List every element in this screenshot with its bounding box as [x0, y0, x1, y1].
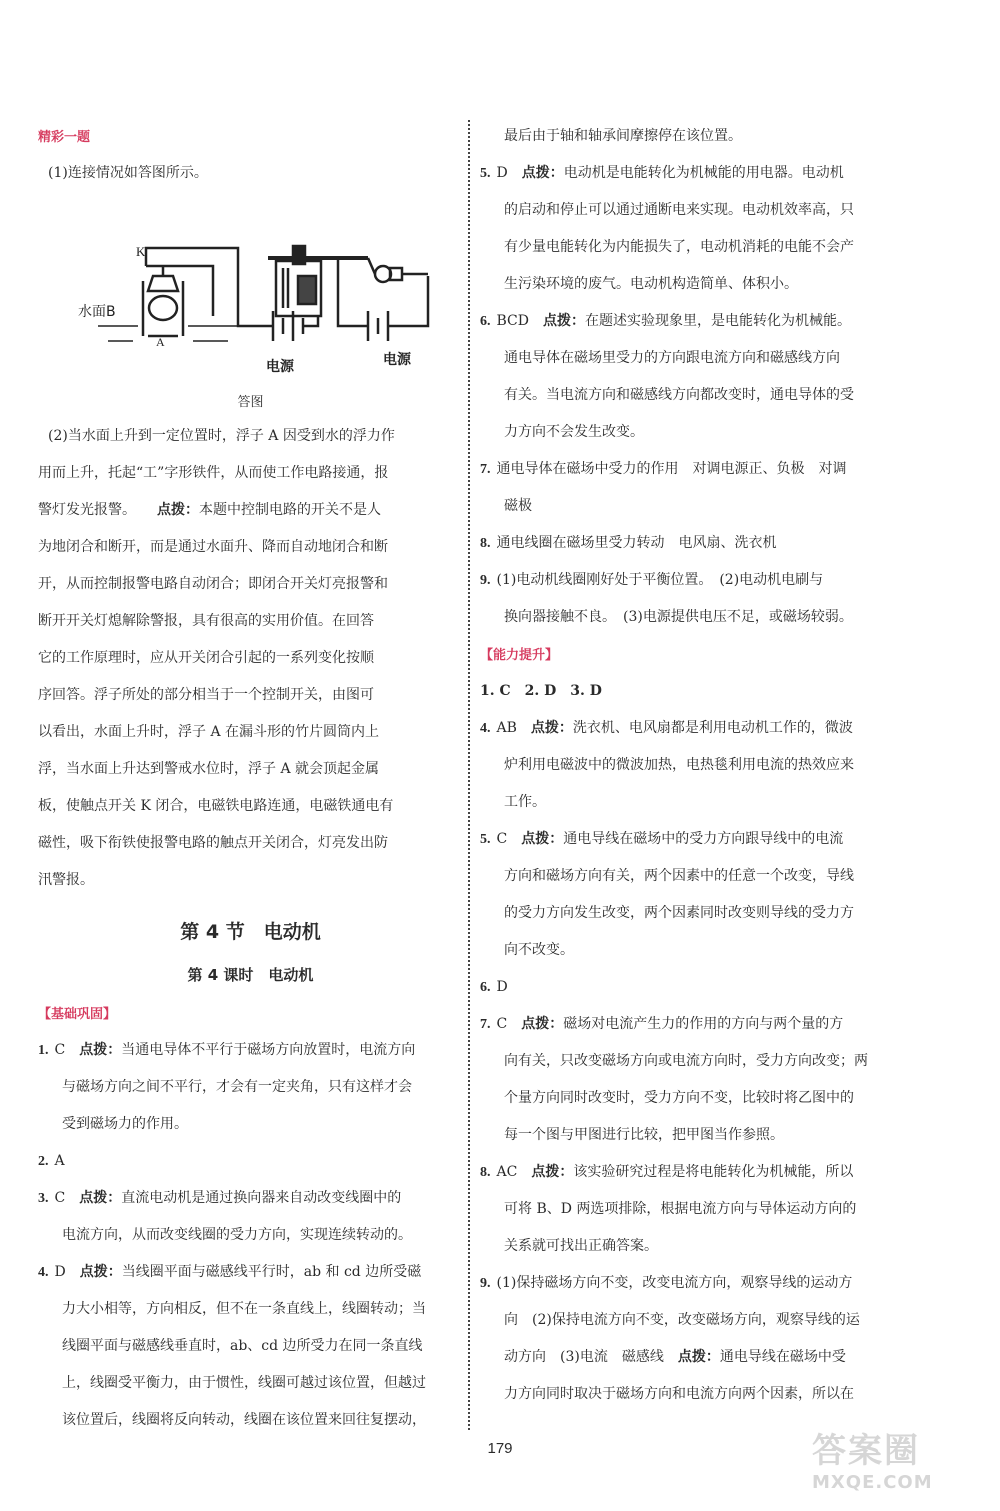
- item-answer: C: [496, 1016, 508, 1032]
- item-answer: C: [496, 831, 508, 847]
- item-text: 生污染环境的废气。电动机构造简单、体积小。: [504, 276, 798, 292]
- p2-line: 为地闭合和断开，而是通过水面升、降而自动地闭合和断: [38, 539, 388, 555]
- answer-item: [480, 155, 910, 303]
- label-power-1: 电源: [266, 359, 294, 375]
- item-text: (1)保持磁场方向不变，改变电流方向，观察导线的运动方: [496, 1275, 853, 1291]
- item-text: 可将 B、D 两选项排除，根据电流方向与导体运动方向的: [504, 1201, 857, 1217]
- section-tag-highlight: 精彩一题: [38, 130, 91, 145]
- item-text: 通电导体在磁场中受力的作用 对调电源正、负极 对调: [496, 461, 847, 477]
- section-tag-basic: 【基础巩固】: [38, 1007, 117, 1022]
- answer-item: [480, 562, 910, 636]
- item-number: 6.: [480, 314, 491, 329]
- item-text: 磁场对电流产生力的作用的方向与两个量的方: [563, 1016, 844, 1032]
- item-text: (1)电动机线圈刚好处于平衡位置。 (2)电动机电刷与: [496, 572, 824, 588]
- item-text: 有关。当电流方向和磁感线方向都改变时，通电导体的受: [504, 387, 854, 403]
- p2-line: 断开开关灯熄解除警报，具有很高的实用价值。在回答: [38, 613, 374, 629]
- watermark-logo: [812, 1423, 982, 1503]
- tip-label: 点拨：: [677, 1349, 720, 1365]
- item-number: 5.: [480, 166, 491, 181]
- item-text: 的受力方向发生改变，两个因素同时改变则导线的受力方: [504, 905, 854, 921]
- p2-line: 磁性，吸下衔铁使报警电路的触点开关闭合，灯亮发出防: [38, 835, 388, 851]
- item-answer: C: [54, 1190, 66, 1206]
- item-text: 线圈平面与磁感线垂直时，ab、cd 边所受力在同一条直线: [62, 1338, 423, 1354]
- answer-item: [480, 525, 910, 562]
- label-k: K: [136, 244, 146, 259]
- item-text: 有少量电能转化为内能损失了，电动机消耗的电能不会产: [504, 239, 854, 255]
- page-number: 179: [487, 1440, 513, 1457]
- p2-line: 以看出，水面上升时，浮子 A 在漏斗形的竹片圆筒内上: [38, 724, 380, 740]
- figure-caption: 答图: [237, 395, 264, 410]
- tip-label: 点拨：: [521, 165, 564, 181]
- item-text: 当线圈平面与磁感线平行时，ab 和 cd 边所受磁: [121, 1264, 422, 1280]
- item-number: 5.: [480, 832, 491, 847]
- circuit-diagram-svg: [38, 196, 463, 391]
- answer-item: [480, 1006, 910, 1154]
- item-text: 力方向不会发生改变。: [504, 424, 644, 440]
- item-answer: D: [54, 1264, 66, 1280]
- item-number: 1.: [38, 1043, 49, 1058]
- item-text: 换向器接触不良。 (3)电源提供电压不足，或磁场较弱。: [504, 609, 853, 625]
- item-number: 6.: [480, 980, 491, 995]
- tip-text: 本题中控制电路的开关不是人: [199, 502, 381, 518]
- p2-line: 用而上升，托起“工”字形铁件，从而使工作电路接通，报: [38, 465, 389, 481]
- item-text: 力大小相等，方向相反，但不在一条直线上，线圈转动；当: [62, 1301, 426, 1317]
- item-answer: C: [54, 1042, 66, 1058]
- item-number: 2.: [38, 1154, 49, 1169]
- item-text: 当通电导体不平行于磁场方向放置时，电流方向: [121, 1042, 416, 1058]
- tip-label: 点拨：: [542, 313, 585, 329]
- item-number: 4.: [480, 721, 491, 736]
- item-text: 向有关，只改变磁场方向或电流方向时，受力方向改变；两: [504, 1053, 868, 1069]
- item-text: 该位置后，线圈将反向转动，线圈在该位置来回往复摆动，: [62, 1412, 426, 1428]
- item-text: 洗衣机、电风扇都是利用电动机工作的，微波: [572, 720, 853, 736]
- answer-item: [480, 821, 910, 969]
- item-text: 1. C 2. D 3. D: [480, 683, 602, 699]
- item-text: 该实验研究过程是将电能转化为机械能，所以: [573, 1164, 854, 1180]
- answer-item: [480, 1265, 910, 1413]
- label-power-2: 电源: [383, 352, 411, 368]
- item-text: 关系就可找出正确答案。: [504, 1238, 658, 1254]
- item-text: 的启动和停止可以通过通断电来实现。电动机效率高，只: [504, 202, 854, 218]
- tip-label: 点拨：: [79, 1264, 122, 1280]
- label-water-b: 水面B: [78, 304, 116, 320]
- tip-label: 点拨：: [79, 1042, 122, 1058]
- p2-line: 汛警报。: [38, 872, 94, 888]
- item-number: 8.: [480, 536, 491, 551]
- p2-line: 警灯发光报警。: [38, 502, 129, 518]
- lesson-title: 第 4 课时 电动机: [187, 966, 314, 984]
- answer-item: [480, 1154, 910, 1265]
- right-column: [480, 118, 910, 1413]
- item-answer: AC: [496, 1164, 518, 1180]
- answer-item: [38, 1180, 463, 1254]
- p2-line: 板，使触点开关 K 闭合，电磁铁电路连通，电磁铁通电有: [38, 798, 394, 814]
- item-text: 电动机是电能转化为机械能的用电器。电动机: [563, 165, 844, 181]
- item-text: 力方向同时取决于磁场方向和电流方向两个因素，所以在: [504, 1386, 854, 1402]
- item-answer: BCD: [496, 313, 529, 329]
- answer-item: [480, 673, 910, 710]
- p2-line: 它的工作原理时，应从开关闭合引起的一系列变化按顺: [38, 650, 374, 666]
- watermark-text-bottom: MXQE.COM: [812, 1472, 933, 1493]
- item-answer: D: [496, 165, 508, 181]
- item-text: 方向和磁场方向有关，两个因素中的任意一个改变，导线: [504, 868, 854, 884]
- paragraph-2: [38, 418, 463, 899]
- item-text: 动方向 (3)电流 磁感线: [504, 1349, 664, 1365]
- section-tag-advanced: 【能力提升】: [480, 648, 559, 663]
- item-text: 与磁场方向之间不平行，才会有一定夹角，只有这样才会: [62, 1079, 412, 1095]
- p2-line: 序回答。浮子所处的部分相当于一个控制开关，由图可: [38, 687, 374, 703]
- item-text: 炉利用电磁波中的微波加热，电热毯利用电流的热效应来: [504, 757, 854, 773]
- item-number: 8.: [480, 1165, 491, 1180]
- item-answer: AB: [496, 720, 517, 736]
- tip-label: 点拨：: [157, 502, 199, 518]
- paragraph-1: (1)连接情况如答图所示。: [48, 165, 208, 181]
- answer-item: [38, 1143, 463, 1180]
- item-text: 向不改变。: [504, 942, 574, 958]
- item-number: 9.: [480, 1276, 491, 1291]
- item-number: 7.: [480, 462, 491, 477]
- item-text: 通电导线在磁场中的受力方向跟导线中的电流: [563, 831, 844, 847]
- item-text: 磁极: [504, 498, 532, 514]
- item-text: 通电导体在磁场里受力的方向跟电流方向和磁感线方向: [504, 350, 840, 366]
- p2-line: (2)当水面上升到一定位置时，浮子 A 因受到水的浮力作: [48, 428, 395, 444]
- continuation-line: 最后由于轴和轴承间摩擦停在该位置。: [504, 128, 742, 144]
- answer-item: [38, 1254, 463, 1439]
- item-text: 电流方向，从而改变线圈的受力方向，实现连续转动的。: [62, 1227, 412, 1243]
- item-number: 4.: [38, 1265, 49, 1280]
- item-number: 9.: [480, 573, 491, 588]
- tip-text: 通电导线在磁场中受: [719, 1349, 846, 1365]
- item-text: 上，线圈受平衡力，由于惯性，线圈可越过该位置，但越过: [62, 1375, 426, 1391]
- item-number: 3.: [38, 1191, 49, 1206]
- p2-line: 开，从而控制报警电路自动闭合；即闭合开关灯亮报警和: [38, 576, 388, 592]
- p2-line-with-tip: [38, 492, 463, 529]
- item-text: 向 (2)保持电流方向不变，改变磁场方向，观察导线的运: [504, 1312, 860, 1328]
- answer-item: [480, 969, 910, 1006]
- item-text: 工作。: [504, 794, 546, 810]
- tip-label: 点拨：: [79, 1190, 122, 1206]
- label-float-a: A: [156, 335, 165, 349]
- item-answer: D: [496, 979, 508, 995]
- tip-label: 点拨：: [521, 831, 564, 847]
- answer-item: [38, 1032, 463, 1143]
- item-number: 7.: [480, 1017, 491, 1032]
- item-text: 个量方向同时改变时，受力方向不变，比较时将乙图中的: [504, 1090, 854, 1106]
- answer-item: [480, 303, 910, 451]
- left-column: [38, 118, 463, 1439]
- p2-line: 浮，当水面上升达到警戒水位时，浮子 A 就会顶起金属: [38, 761, 380, 777]
- item-text: 受到磁场力的作用。: [62, 1116, 188, 1132]
- tip-label: 点拨：: [531, 1164, 574, 1180]
- answer-item: [480, 451, 910, 525]
- item-text: 每一个图与甲图进行比较，把甲图当作参照。: [504, 1127, 784, 1143]
- column-divider: [468, 120, 470, 1430]
- item-text: 在题述实验现象里，是电能转化为机械能。: [584, 313, 851, 329]
- answer-item: [480, 710, 910, 821]
- circuit-diagram: [38, 196, 463, 391]
- item-text: 直流电动机是通过换向器来自动改变线圈中的: [121, 1190, 402, 1206]
- tip-label: 点拨：: [521, 1016, 564, 1032]
- section-title: 第 4 节 电动机: [180, 921, 321, 943]
- item-text: 通电线圈在磁场里受力转动 电风扇、洗衣机: [496, 535, 777, 551]
- item-answer: A: [54, 1153, 65, 1169]
- tip-label: 点拨：: [530, 720, 573, 736]
- watermark-text-top: 答案圈: [812, 1431, 920, 1471]
